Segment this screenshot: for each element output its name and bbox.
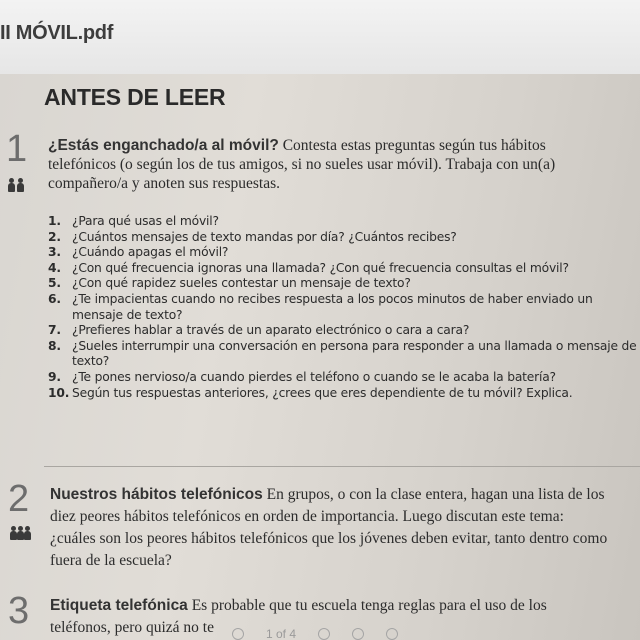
question-number: 5. <box>48 276 61 291</box>
activity-2-title: Nuestros hábitos telefónicos <box>50 486 263 503</box>
question-number: 6. <box>48 291 61 306</box>
list-item <box>48 230 638 246</box>
section-divider <box>44 466 640 467</box>
zoom-in-icon[interactable] <box>352 628 364 640</box>
question-number: 4. <box>48 260 61 275</box>
activity-number-1: 1 <box>6 128 28 170</box>
question-text: ¿Cuándo apagas el móvil? <box>72 245 229 260</box>
search-icon[interactable] <box>386 628 398 640</box>
list-item <box>48 339 638 370</box>
page-indicator: 1 of 4 <box>266 627 297 640</box>
list-item <box>48 386 638 402</box>
question-text: ¿Te impacientas cuando no recibes respuesta a los pocos minutos de haber enviado un mensaje de texto? <box>72 291 593 322</box>
question-list <box>48 214 638 401</box>
activity-number-3: 3 <box>8 590 30 632</box>
group-work-icon <box>10 526 32 540</box>
activity-number-2: 2 <box>8 478 30 520</box>
question-text: Según tus respuestas anteriores, ¿crees que eres dependiente de tu móvil? Explica. <box>72 385 573 400</box>
question-number: 2. <box>48 229 61 244</box>
file-title: II MÓVIL.pdf <box>0 22 114 44</box>
question-text: ¿Te pones nervioso/a cuando pierdes el teléfono o cuando se le acaba la batería? <box>72 369 556 384</box>
previous-page-icon[interactable] <box>232 628 244 640</box>
question-text: ¿Cuántos mensajes de texto mandas por día? ¿Cuántos recibes? <box>72 229 457 244</box>
question-number: 7. <box>48 323 61 338</box>
question-text: ¿Con qué frecuencia ignoras una llamada? ¿Con qué frecuencia consultas el móvil? <box>72 260 569 275</box>
list-item <box>48 245 638 261</box>
section-heading: ANTES DE LEER <box>44 84 226 110</box>
question-text: ¿Para qué usas el móvil? <box>72 214 219 228</box>
activity-1-instructions <box>48 136 608 193</box>
zoom-out-icon[interactable] <box>318 628 330 640</box>
list-item <box>48 292 638 323</box>
list-item <box>48 323 638 339</box>
list-item <box>48 214 638 230</box>
activity-2-text: En grupos, o con la clase entera, hagan una lista de los diez peores hábitos telefónicos en orden de importancia. Luego discutan este tema: ¿cuáles son los peores hábitos telefónicos que los jóvenes deben evitar, tanto dentro como fuera de la escuela? <box>50 486 608 569</box>
question-number: 9. <box>48 369 61 384</box>
question-number: 3. <box>48 245 61 260</box>
question-text: ¿Con qué rapidez sueles contestar un mensaje de texto? <box>72 276 411 291</box>
question-number: 1. <box>48 214 61 228</box>
question-number: 8. <box>48 338 61 353</box>
viewer-toolbar <box>232 626 592 640</box>
activity-3-text: Es probable que tu escuela tenga reglas para el uso de los teléfonos, pero quizá no te <box>50 597 547 636</box>
activity-1-title: ¿Estás enganchado/a al móvil? <box>48 137 279 154</box>
question-text: ¿Sueles interrumpir una conversación en persona para responder a una llamada o mensaje de texto? <box>72 338 637 369</box>
activity-1-text: Contesta estas preguntas según tus hábitos telefónicos (o según los de tus amigos, si no sueles usar móvil). Trabaja con un(a) compañero/a y anoten sus respuestas. <box>48 137 556 192</box>
pdf-title-bar <box>0 0 640 75</box>
question-number: 10. <box>48 385 70 400</box>
list-item <box>48 276 638 292</box>
activity-3-title: Etiqueta telefónica <box>50 597 188 614</box>
pair-work-icon <box>8 178 26 192</box>
list-item <box>48 261 638 277</box>
list-item <box>48 370 638 386</box>
pdf-page[interactable] <box>0 74 640 640</box>
question-text: ¿Prefieres hablar a través de un aparato electrónico o cara a cara? <box>72 323 470 338</box>
activity-2-instructions <box>50 484 610 572</box>
